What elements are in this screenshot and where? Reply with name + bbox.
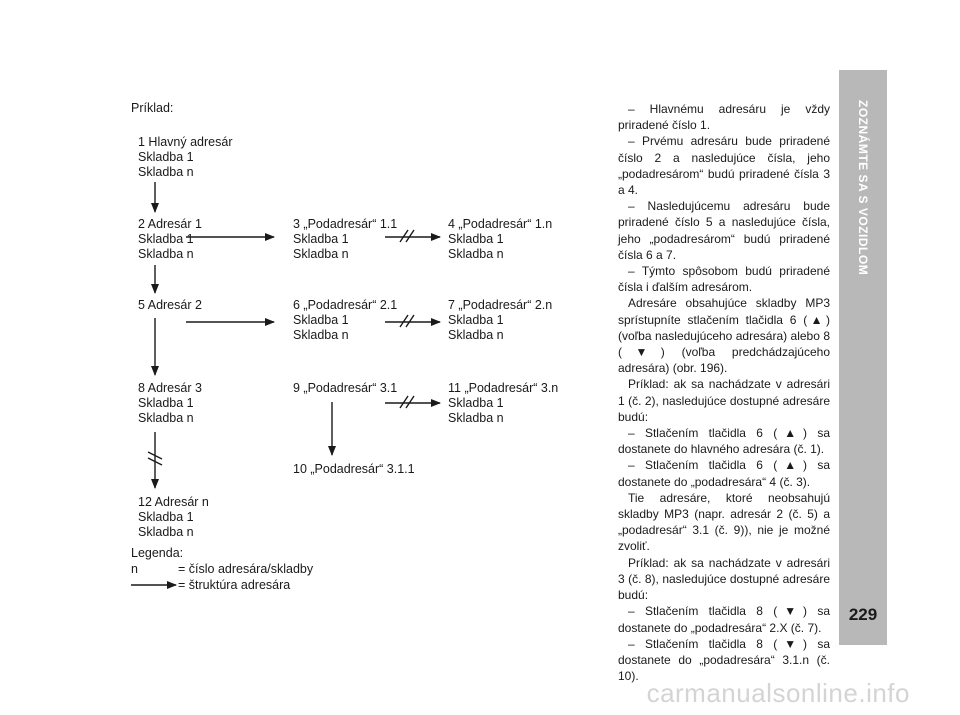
example-label: Príklad: bbox=[131, 101, 174, 115]
chapter-sidebar bbox=[839, 70, 887, 645]
paragraph: – Hlavnému adresáru je vždy priradené číslo 1. bbox=[618, 102, 830, 133]
node-9: 9 „Podadresár“ 3.1 bbox=[293, 381, 398, 395]
paragraph: – Prvému adresáru bude priradené číslo 2 a nasledujúce čísla, jeho „podadresárom“ budú priradené čísla 3 a 4. bbox=[618, 134, 830, 198]
node-11: 11 „Podadresár“ 3.n Skladba 1 Skladba n bbox=[448, 381, 559, 425]
node-1: 1 Hlavný adresár Skladba 1 Skladba n bbox=[138, 135, 233, 179]
watermark: carmanualsonline.info bbox=[646, 678, 910, 708]
legend-n-key: n bbox=[131, 562, 138, 576]
paragraph: – Týmto spôsobom budú priradené čísla i ďalším adresárom. bbox=[618, 264, 830, 295]
paragraph: – Stlačením tlačidla 8 (▼) sa dostanete do „podadresára“ 3.1.n (č. 10). bbox=[618, 636, 830, 684]
node-5: 5 Adresár 2 bbox=[138, 298, 202, 312]
chapter-title-text: ZOZNÁMTE SA S VOZIDLOM bbox=[856, 100, 870, 276]
body-text bbox=[618, 101, 830, 684]
paragraph: – Stlačením tlačidla 8 (▼) sa dostanete do „podadresára“ 2.X (č. 7). bbox=[618, 604, 830, 635]
paragraph: – Stlačením tlačidla 6 (▲) sa dostanete do „podadresára“ 4 (č. 3). bbox=[618, 458, 830, 489]
paragraph: – Nasledujúcemu adresáru bude priradené číslo 5 a nasledujúce čísla, jeho „podadresárom“ budú priradené čísla 6 a 7. bbox=[618, 199, 830, 262]
legend-title: Legenda: bbox=[131, 546, 184, 560]
legend-n-desc: = číslo adresára/skladby bbox=[178, 562, 314, 576]
node-7: 7 „Podadresár“ 2.n Skladba 1 Skladba n bbox=[448, 298, 553, 342]
paragraph: Príklad: ak sa nachádzate v adresári 1 (č. 2), nasledujúce dostupné adresáre budú: bbox=[618, 377, 830, 424]
paragraph: Tie adresáre, ktoré neobsahujú skladby MP3 (napr. adresár 2 (č. 5) a „podadresár“ 3.1 (č. 9)), nie je možné zvoliť. bbox=[618, 490, 830, 554]
node-6: 6 „Podadresár“ 2.1 Skladba 1 Skladba n bbox=[293, 298, 398, 342]
legend-arrow-desc: = štruktúra adresára bbox=[178, 578, 291, 592]
page-number: 229 bbox=[848, 605, 878, 624]
node-2: 2 Adresár 1 Skladba 1 Skladba n bbox=[138, 217, 202, 261]
paragraph: – Stlačením tlačidla 6 (▲) sa dostanete do hlavného adresára (č. 1). bbox=[618, 426, 830, 457]
node-3: 3 „Podadresár“ 1.1 Skladba 1 Skladba n bbox=[293, 217, 398, 261]
paragraph: Príklad: ak sa nachádzate v adresári 3 (č. 8), nasledujúce dostupné adresáre budú: bbox=[618, 555, 830, 603]
node-4: 4 „Podadresár“ 1.n Skladba 1 Skladba n bbox=[448, 217, 553, 261]
paragraph: Adresáre obsahujúce skladby MP3 sprístupníte stlačením tlačidla 6 (▲) (voľba nasledujúceho adresára) alebo 8 (▼) (voľba predchádzajúceho adresára) (obr. 196). bbox=[618, 296, 830, 376]
node-10: 10 „Podadresár“ 3.1.1 bbox=[293, 462, 415, 476]
node-8: 8 Adresár 3 Skladba 1 Skladba n bbox=[138, 381, 202, 425]
chapter-title bbox=[839, 70, 887, 370]
node-12: 12 Adresár n Skladba 1 Skladba n bbox=[138, 495, 209, 539]
